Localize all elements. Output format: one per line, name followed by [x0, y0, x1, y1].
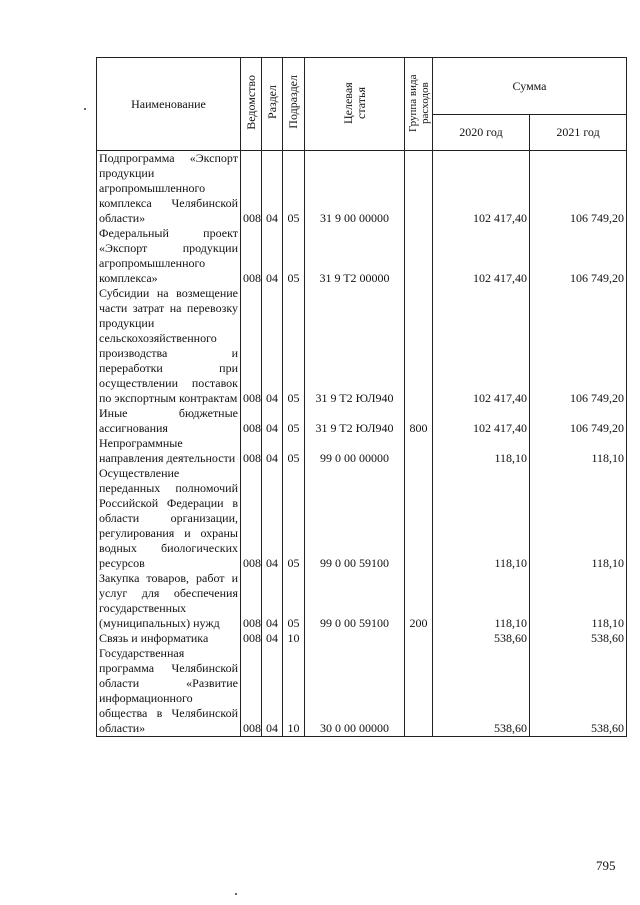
row-target: 31 9 00 00000 — [305, 151, 405, 227]
row-name: Государственная программа Челябинской области «Развитие информационного общества в Челябинской области» — [97, 646, 241, 737]
row-2021: 106 749,20 — [530, 226, 627, 286]
row-name: Иные бюджетные ассигнования — [97, 406, 241, 436]
table-row — [97, 151, 627, 227]
row-target: 31 9 T2 ЮЛ940 — [305, 286, 405, 406]
row-name: Непрограммные направления деятельности — [97, 436, 241, 466]
scan-speck — [84, 108, 86, 110]
row-2020: 102 417,40 — [433, 226, 530, 286]
table-row — [97, 466, 627, 571]
row-target: 99 0 00 59100 — [305, 466, 405, 571]
row-2021: 106 749,20 — [530, 151, 627, 227]
row-target — [305, 631, 405, 646]
row-subsection: 05 — [283, 436, 305, 466]
row-2021: 538,60 — [530, 646, 627, 737]
row-group — [405, 226, 433, 286]
table-row — [97, 286, 627, 406]
row-2021: 118,10 — [530, 571, 627, 631]
row-name: Субсидии на возмещение части затрат на перевозку продукции сельскохозяйственного производства и переработки при осуществлении поставок по экспортным контрактам — [97, 286, 241, 406]
row-target: 99 0 00 00000 — [305, 436, 405, 466]
row-dept: 008 — [241, 226, 262, 286]
row-group: 800 — [405, 406, 433, 436]
row-section: 04 — [262, 466, 283, 571]
row-group — [405, 631, 433, 646]
row-name: Связь и информатика — [97, 631, 241, 646]
header-department: Ведомство — [241, 58, 262, 151]
header-year-2020: 2020 год — [433, 115, 530, 151]
row-target: 31 9 T2 00000 — [305, 226, 405, 286]
table-row — [97, 631, 627, 646]
row-name: Подпрограмма «Экспорт продукции агропромышленного комплекса Челябинской области» — [97, 151, 241, 227]
row-section: 04 — [262, 571, 283, 631]
row-dept: 008 — [241, 406, 262, 436]
row-subsection: 05 — [283, 286, 305, 406]
row-subsection: 05 — [283, 571, 305, 631]
row-dept: 008 — [241, 151, 262, 227]
row-name: Закупка товаров, работ и услуг для обеспечения государственных (муниципальных) нужд — [97, 571, 241, 631]
row-dept: 008 — [241, 436, 262, 466]
header-target-article: Целевая статья — [305, 58, 405, 151]
scan-speck — [235, 893, 237, 895]
row-section: 04 — [262, 226, 283, 286]
table-row — [97, 406, 627, 436]
row-target: 30 0 00 00000 — [305, 646, 405, 737]
row-subsection: 05 — [283, 151, 305, 227]
row-subsection: 10 — [283, 646, 305, 737]
budget-table — [96, 57, 627, 737]
row-2021: 118,10 — [530, 466, 627, 571]
row-section: 04 — [262, 286, 283, 406]
row-2021: 106 749,20 — [530, 286, 627, 406]
row-subsection: 10 — [283, 631, 305, 646]
row-target: 99 0 00 59100 — [305, 571, 405, 631]
row-group — [405, 466, 433, 571]
table-row — [97, 226, 627, 286]
row-dept: 008 — [241, 571, 262, 631]
header-expense-group: Группа вида расходов — [405, 58, 433, 151]
row-group — [405, 151, 433, 227]
row-name: Федеральный проект «Экспорт продукции агропромышленного комплекса» — [97, 226, 241, 286]
header-subsection: Подраздел — [283, 58, 305, 151]
row-2020: 538,60 — [433, 646, 530, 737]
row-dept: 008 — [241, 646, 262, 737]
header-name: Наименование — [97, 58, 241, 151]
row-dept: 008 — [241, 466, 262, 571]
header-year-2021: 2021 год — [530, 115, 627, 151]
row-subsection: 05 — [283, 406, 305, 436]
row-name: Осуществление переданных полномочий Российской Федерации в области организации, регулирования и охраны водных биологических ресурсов — [97, 466, 241, 571]
header-sum: Сумма — [433, 58, 627, 115]
row-subsection: 05 — [283, 226, 305, 286]
row-group — [405, 646, 433, 737]
row-group — [405, 436, 433, 466]
row-dept: 008 — [241, 631, 262, 646]
row-2020: 102 417,40 — [433, 286, 530, 406]
row-2021: 106 749,20 — [530, 406, 627, 436]
row-2020: 102 417,40 — [433, 151, 530, 227]
row-group — [405, 286, 433, 406]
row-section: 04 — [262, 436, 283, 466]
row-2020: 118,10 — [433, 466, 530, 571]
table-row — [97, 436, 627, 466]
row-subsection: 05 — [283, 466, 305, 571]
row-section: 04 — [262, 646, 283, 737]
table-row — [97, 646, 627, 737]
row-2020: 102 417,40 — [433, 406, 530, 436]
row-dept: 008 — [241, 286, 262, 406]
row-section: 04 — [262, 631, 283, 646]
row-group: 200 — [405, 571, 433, 631]
page-number: 795 — [596, 858, 616, 873]
row-2020: 118,10 — [433, 436, 530, 466]
row-2020: 118,10 — [433, 571, 530, 631]
row-2021: 538,60 — [530, 631, 627, 646]
row-2020: 538,60 — [433, 631, 530, 646]
row-section: 04 — [262, 406, 283, 436]
row-target: 31 9 T2 ЮЛ940 — [305, 406, 405, 436]
header-section: Раздел — [262, 58, 283, 151]
table-row — [97, 571, 627, 631]
row-section: 04 — [262, 151, 283, 227]
row-2021: 118,10 — [530, 436, 627, 466]
